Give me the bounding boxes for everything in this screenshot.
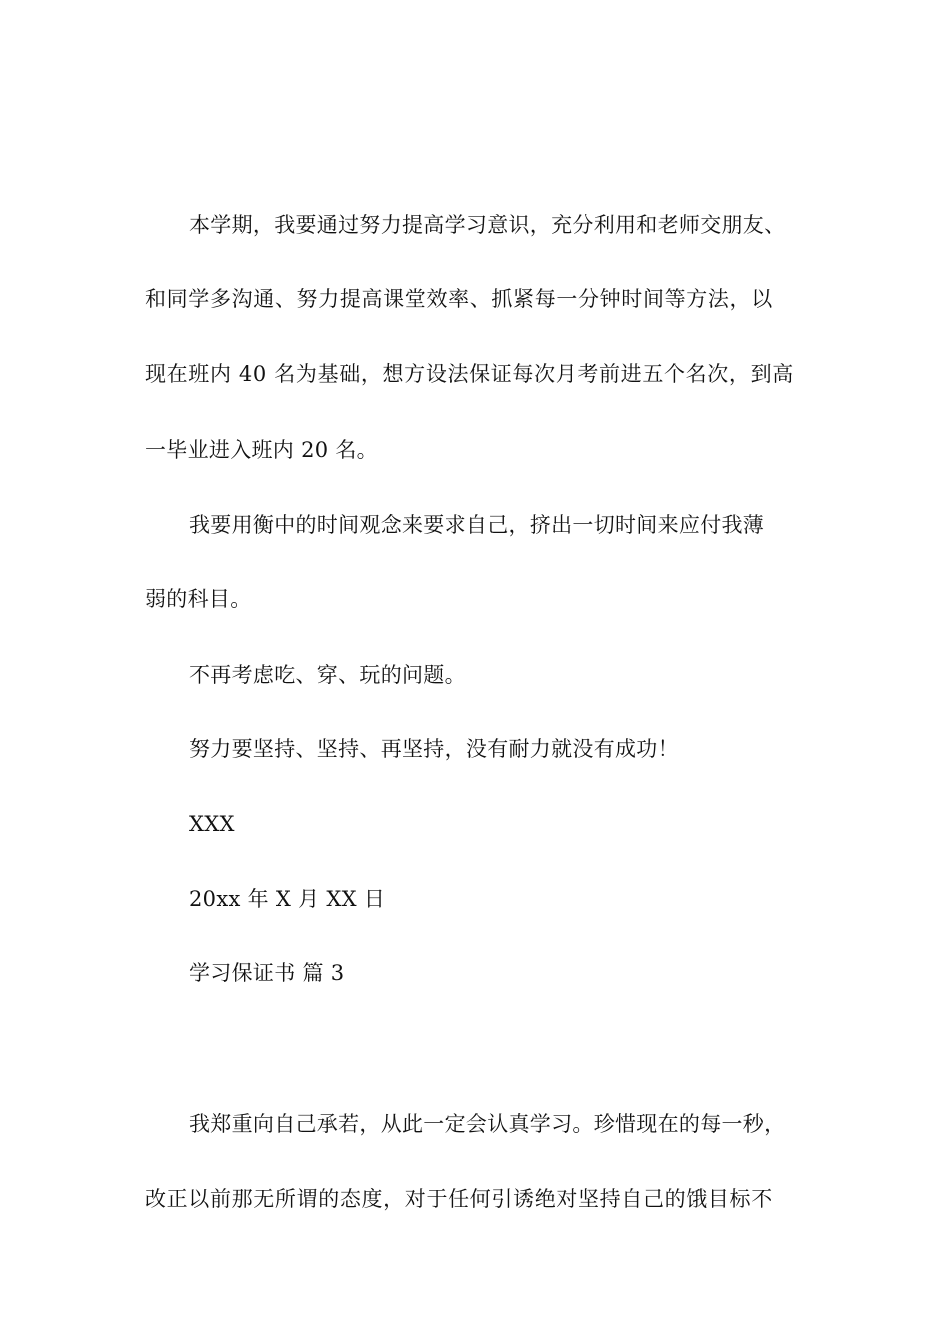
paragraph-1-line-1: 本学期，我要通过努力提高学习意识，充分利用和老师交朋友、 (189, 213, 786, 237)
signature: XXX (189, 812, 235, 836)
paragraph-1-line-3: 现在班内 40 名为基础，想方设法保证每次月考前进五个名次，到高 (145, 362, 794, 386)
paragraph-3-line-1: 不再考虑吃、穿、玩的问题。 (189, 663, 466, 687)
paragraph-4-line-1: 努力要坚持、坚持、再坚持，没有耐力就没有成功！ (189, 737, 679, 761)
next-section-line-2: 改正以前那无所谓的态度，对于任何引诱绝对坚持自己的饿目标不 (145, 1187, 773, 1211)
paragraph-1-line-4: 一毕业进入班内 20 名。 (145, 438, 378, 462)
date-line: 20xx 年 X 月 XX 日 (189, 887, 386, 911)
paragraph-1-line-2: 和同学多沟通、努力提高课堂效率、抓紧每一分钟时间等方法，以 (145, 287, 773, 311)
paragraph-2-line-1: 我要用衡中的时间观念来要求自己，挤出一切时间来应付我薄 (189, 513, 765, 537)
next-section-line-1: 我郑重向自己承若，从此一定会认真学习。珍惜现在的每一秒， (189, 1112, 786, 1136)
paragraph-2-line-2: 弱的科目。 (145, 587, 252, 611)
section-heading: 学习保证书 篇 3 (189, 961, 345, 985)
